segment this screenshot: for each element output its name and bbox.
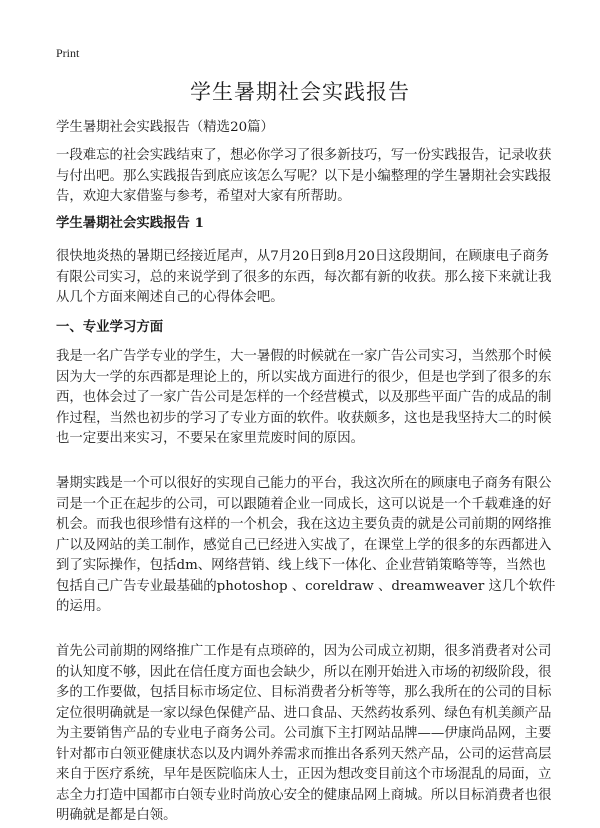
page-title: 学生暑期社会实践报告 xyxy=(190,80,410,104)
paragraph-2: 我是一名广告学专业的学生，大一暑假的时候就在一家广告公司实习，当然那个时候因为大一学的东西都是理论上的，所以实战方面进行的很少，但是也学到了很多的东西，也体会过了一家广告公司是怎样的一个经营模式，以及那些平面广告的成品的制作过程，当然也初步的学习了专业方面的软件。收获颇多，这也是我坚持大二的时候也一定要出来实习，不要呆在家里荒废时间的原因。 xyxy=(56,349,552,446)
section-heading-report-1: 学生暑期社会实践报告 1 xyxy=(56,215,204,231)
intro-paragraph: 一段难忘的社会实践结束了，想必你学习了很多新技巧，写一份实践报告，记录收获与付出吧。那么实践报告到底应该怎么写呢？以下是小编整理的学生暑期社会实践报告，欢迎大家借鉴与参考，希望对大家有所帮助。 xyxy=(56,148,552,204)
paragraph-4: 首先公司前期的网络推广工作是有点琐碎的，因为公司成立初期，很多消费者对公司的认知度不够，因此在信任度方面也会缺少，所以在刚开始进入市场的初级阶段，很多的工作要做，包括目标市场定位、目标消费者分析等等，那么我所在的公司的目标定位很明确就是一家以绿色保健产品、进口食品、天然药妆系列、绿色有机美颜产品为主要销售产品的专业电子商务公司。公司旗下主打网站品牌——伊康尚品网，主要针对都市白领亚健康状态以及内调外养需求而推出各系列天然产品，公司的运营高层来自于医疗系统，早年是医院临床人士，正因为想改变目前这个市场混乱的局面，立志全力打造中国都市白领专业时尚放心安全的健康品网上商城。所以目标消费者也很明确就是都是白领。 xyxy=(56,644,552,823)
document-subtitle: 学生暑期社会实践报告（精选20篇） xyxy=(56,120,274,135)
section-heading-professional: 一、专业学习方面 xyxy=(56,319,164,335)
paragraph-3: 暑期实践是一个可以很好的实现自己能力的平台，我这次所在的顾康电子商务有限公司是一个正在起步的公司，可以跟随着企业一同成长，这可以说是一个千载难逢的好机会。而我也很珍惜有这样的一个机会，我在这边主要负责的就是公司前期的网络推广以及网站的美工制作，感觉自己已经进入实战了，在课堂上学的很多的东西都进入到了实际操作，包括dm、网络营销、线上线下一体化、企业营销策略等等，当然也包括自己广告专业最基础的photoshop 、coreldraw 、dreamweaver 这几个软件的运用。 xyxy=(56,476,556,614)
paragraph-1: 很快地炎热的暑期已经接近尾声，从7月20日到8月20日这段期间，在顾康电子商务有限公司实习，总的来说学到了很多的东西，每次都有新的收获。那么接下来就让我从几个方面来阐述自己的心得体会吧。 xyxy=(56,249,552,305)
print-link[interactable]: Print xyxy=(56,46,80,60)
